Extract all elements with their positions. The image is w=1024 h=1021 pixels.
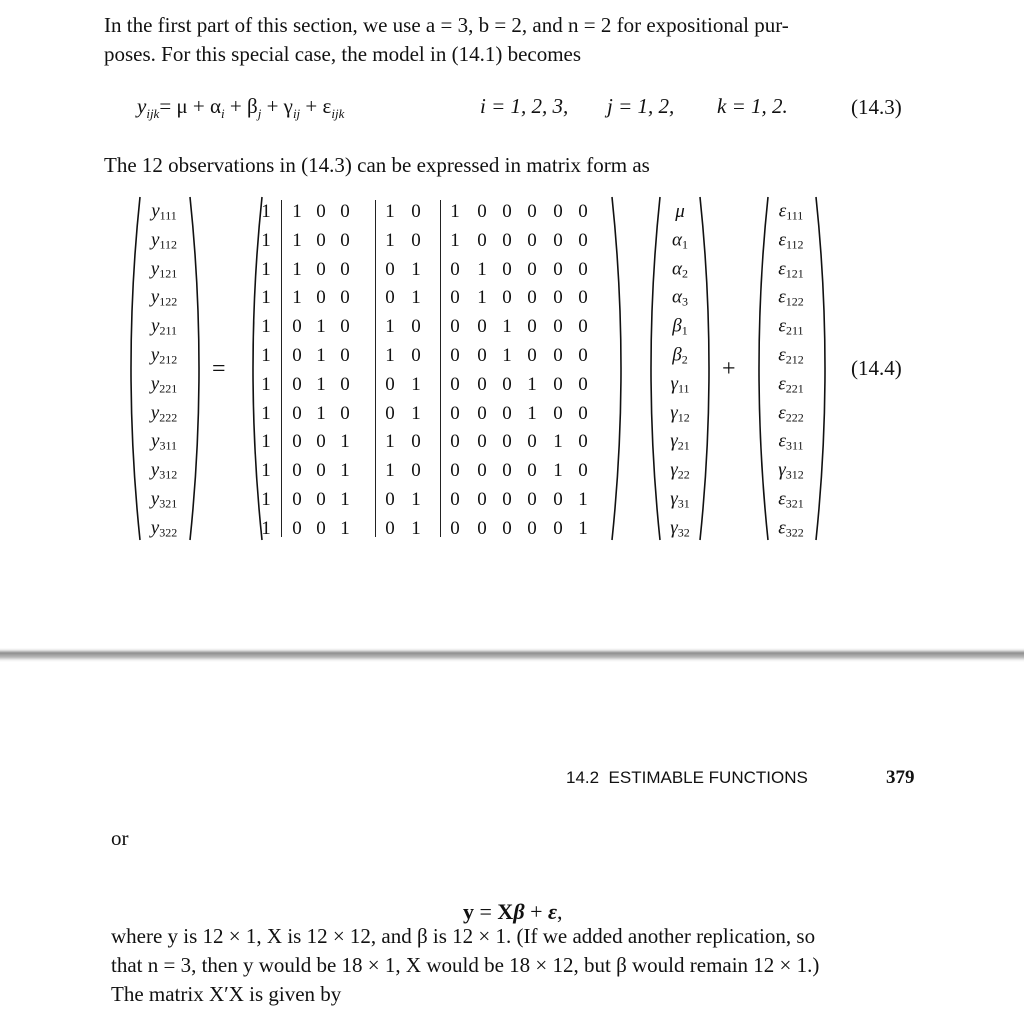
page-number: 379: [886, 767, 915, 788]
range-k: k = 1, 2.: [717, 94, 788, 118]
matrix-cell: 0: [477, 345, 487, 366]
matrix-cell: 0: [578, 258, 588, 280]
parameter-entry: $\gamma_{32}$: [670, 517, 690, 540]
matrix-cell: 1: [261, 287, 271, 309]
equation-number-14-3: (14.3): [851, 95, 902, 119]
matrix-cell: 1: [450, 201, 460, 222]
matrix-cell: 0: [578, 373, 588, 395]
matrix-cell: 0: [578, 287, 588, 309]
matrix-cell: 0: [385, 287, 395, 309]
matrix-cell: 1: [502, 345, 512, 366]
matrix-cell: 0: [340, 402, 350, 424]
matrix-cell: 0: [411, 431, 421, 453]
matrix-cell: 0: [553, 345, 563, 366]
matrix-cell: 0: [527, 229, 537, 251]
matrix-cell: 0: [477, 517, 487, 539]
matrix-cell: 1: [578, 517, 588, 539]
y-entry: $y_{321}$: [150, 488, 178, 511]
equation-number-14-4: (14.4): [851, 356, 902, 380]
parameter-entry: $\gamma_{11}$: [670, 373, 690, 396]
matrix-cell: 0: [527, 517, 537, 539]
matrix-cell: 0: [477, 489, 487, 510]
matrix-cell: 0: [527, 489, 537, 510]
matrix-cell: 1: [261, 373, 271, 395]
matrix-cell: 0: [316, 517, 326, 539]
matrix-cell: 0: [340, 258, 350, 280]
y-entry: $y_{221}$: [150, 373, 178, 396]
matrix-cell: 0: [477, 431, 487, 453]
matrix-cell: 0: [292, 517, 302, 539]
parameter-entry: $\beta_1$: [672, 315, 688, 338]
error-entry: $\varepsilon_{321}$: [778, 488, 804, 511]
matrix-cell: 0: [385, 258, 395, 280]
parameter-entry: $\gamma_{12}$: [670, 402, 690, 425]
matrix-cell: 1: [385, 229, 395, 251]
error-entry: $\varepsilon_{212}$: [778, 344, 804, 367]
matrix-cell: 0: [578, 431, 588, 453]
matrix-cell: 0: [502, 287, 512, 309]
matrix-cell: 1: [411, 258, 421, 280]
matrix-cell: 0: [502, 229, 512, 251]
matrix-cell: 1: [292, 201, 302, 222]
matrix-cell: 0: [450, 345, 460, 366]
compact-equation: y = Xβ + ε,: [463, 899, 563, 924]
matrix-cell: 0: [450, 460, 460, 482]
equation-14-3: $y_{ijk}= \mu + \alpha_i + \beta_j + \gamma_{ij} + \varepsilon_{ijk}$: [137, 94, 345, 122]
matrix-cell: 0: [292, 489, 302, 510]
matrix-cell: 0: [292, 373, 302, 395]
matrix-cell: 0: [316, 229, 326, 251]
error-entry: $\varepsilon_{221}$: [778, 373, 804, 396]
matrix-cell: 0: [450, 489, 460, 510]
y-entry: $y_{322}$: [150, 517, 178, 540]
matrix-cell: 1: [385, 345, 395, 366]
matrix-cell: 0: [292, 431, 302, 453]
intro-line-2: poses. For this special case, the model in (14.1) becomes: [104, 42, 582, 66]
matrix-cell: 0: [527, 316, 537, 338]
matrix-cell: 1: [385, 201, 395, 222]
matrix-cell: 0: [411, 201, 421, 222]
error-entry: $\varepsilon_{122}$: [778, 286, 804, 309]
matrix-cell: 0: [450, 258, 460, 280]
intro-line-1: In the first part of this section, we use a = 3, b = 2, and n = 2 for expositional pur-: [104, 13, 789, 37]
matrix-cell: 0: [450, 373, 460, 395]
matrix-cell: 0: [553, 489, 563, 510]
matrix-cell: 1: [316, 345, 326, 366]
matrix-cell: 0: [450, 431, 460, 453]
matrix-cell: 0: [477, 373, 487, 395]
matrix-cell: 0: [477, 460, 487, 482]
matrix-cell: 0: [527, 258, 537, 280]
matrix-cell: 1: [527, 373, 537, 395]
parameter-entry: $\alpha_1$: [672, 229, 688, 252]
matrix-cell: 1: [261, 460, 271, 482]
matrix-cell: 1: [411, 402, 421, 424]
closing-line-1: where y is 12 × 1, X is 12 × 12, and β is 12 × 1. (If we added another replication, so: [111, 924, 816, 948]
y-entry: $y_{111}$: [151, 200, 177, 223]
matrix-cell: 0: [316, 489, 326, 510]
matrix-cell: 1: [477, 258, 487, 280]
matrix-cell: 0: [527, 287, 537, 309]
matrix-cell: 0: [340, 373, 350, 395]
closing-line-3: The matrix X′X is given by: [111, 982, 342, 1006]
matrix-cell: 0: [450, 287, 460, 309]
matrix-cell: 0: [292, 460, 302, 482]
matrix-cell: 0: [578, 201, 588, 222]
matrix-cell: 1: [261, 258, 271, 280]
matrix-cell: 0: [502, 431, 512, 453]
matrix-cell: 0: [527, 345, 537, 366]
matrix-cell: 0: [411, 460, 421, 482]
matrix-cell: 1: [502, 316, 512, 338]
matrix-cell: 0: [502, 489, 512, 510]
y-entry: $y_{211}$: [151, 315, 177, 338]
matrix-cell: 1: [316, 402, 326, 424]
matrix-cell: 1: [411, 373, 421, 395]
error-entry: $\varepsilon_{222}$: [778, 402, 804, 425]
matrix-cell: 0: [340, 316, 350, 338]
matrix-cell: 1: [340, 489, 350, 510]
matrix-intro: The 12 observations in (14.3) can be expressed in matrix form as: [104, 153, 650, 177]
matrix-cell: 0: [578, 316, 588, 338]
matrix-cell: 0: [477, 316, 487, 338]
matrix-cell: 0: [553, 517, 563, 539]
matrix-cell: 1: [527, 402, 537, 424]
matrix-cell: 0: [502, 402, 512, 424]
matrix-cell: 0: [340, 345, 350, 366]
matrix-cell: 0: [450, 517, 460, 539]
y-entry: $y_{122}$: [150, 286, 178, 309]
matrix-cell: 0: [340, 287, 350, 309]
matrix-cell: 0: [316, 258, 326, 280]
matrix-cell: 1: [411, 517, 421, 539]
parameter-entry: $\alpha_3$: [672, 286, 688, 309]
matrix-cell: 0: [385, 517, 395, 539]
matrix-cell: 1: [477, 287, 487, 309]
matrix-cell: 1: [553, 460, 563, 482]
matrix-cell: 0: [578, 460, 588, 482]
y-entry: $y_{212}$: [150, 344, 178, 367]
error-entry: $\varepsilon_{111}$: [778, 200, 804, 223]
matrix-cell: 0: [553, 402, 563, 424]
matrix-cell: 0: [578, 402, 588, 424]
matrix-cell: 0: [502, 373, 512, 395]
closing-line-2: that n = 3, then y would be 18 × 1, X would be 18 × 12, but β would remain 12 × 1.): [111, 953, 820, 977]
range-i: i = 1, 2, 3,: [480, 94, 569, 118]
matrix-cell: 1: [292, 229, 302, 251]
matrix-cell: 1: [450, 229, 460, 251]
parameter-entry: $\beta_2$: [672, 344, 688, 367]
matrix-cell: 0: [385, 489, 395, 510]
matrix-cell: 1: [261, 201, 271, 222]
parameter-entry: μ: [675, 201, 685, 222]
matrix-cell: 0: [553, 373, 563, 395]
y-entry: $y_{312}$: [150, 459, 178, 482]
y-entry: $y_{222}$: [150, 402, 178, 425]
parameter-entry: $\gamma_{22}$: [670, 459, 690, 482]
plus-sign: +: [722, 356, 736, 382]
error-entry: $\gamma_{312}$: [778, 459, 804, 482]
matrix-cell: 1: [553, 431, 563, 453]
matrix-cell: 0: [527, 201, 537, 222]
matrix-cell: 1: [261, 431, 271, 453]
partition-line-3: [440, 200, 441, 537]
matrix-cell: 0: [450, 316, 460, 338]
matrix-cell: 0: [450, 402, 460, 424]
matrix-cell: 1: [261, 229, 271, 251]
page-divider: [0, 648, 1024, 662]
matrix-cell: 0: [477, 229, 487, 251]
matrix-cell: 1: [261, 402, 271, 424]
matrix-cell: 0: [411, 345, 421, 366]
matrix-cell: 0: [553, 316, 563, 338]
matrix-cell: 1: [316, 316, 326, 338]
parameter-entry: $\gamma_{31}$: [670, 488, 690, 511]
matrix-cell: 0: [340, 201, 350, 222]
matrix-cell: 0: [292, 402, 302, 424]
matrix-cell: 1: [261, 517, 271, 539]
matrix-cell: 0: [316, 460, 326, 482]
matrix-cell: 1: [340, 517, 350, 539]
y-entry: $y_{311}$: [151, 430, 177, 453]
partition-line-2: [375, 200, 376, 537]
matrix-cell: 0: [578, 345, 588, 366]
range-j: j = 1, 2,: [607, 94, 675, 118]
matrix-cell: 0: [553, 201, 563, 222]
y-entry: $y_{121}$: [150, 258, 178, 281]
matrix-cell: 0: [385, 402, 395, 424]
partition-line-1: [281, 200, 282, 537]
closing-paragraph: [111, 922, 931, 1009]
error-entry: $\varepsilon_{112}$: [778, 229, 804, 252]
error-entry: $\varepsilon_{211}$: [778, 315, 804, 338]
matrix-cell: 1: [411, 287, 421, 309]
matrix-cell: 1: [261, 345, 271, 366]
matrix-cell: 1: [385, 460, 395, 482]
error-entry: $\varepsilon_{121}$: [778, 258, 804, 281]
matrix-cell: 1: [292, 258, 302, 280]
matrix-cell: 0: [477, 402, 487, 424]
matrix-cell: 0: [340, 229, 350, 251]
matrix-cell: 0: [385, 373, 395, 395]
matrix-cell: 0: [477, 201, 487, 222]
matrix-cell: 0: [502, 460, 512, 482]
matrix-cell: 1: [316, 373, 326, 395]
matrix-cell: 1: [292, 287, 302, 309]
matrix-cell: 0: [527, 460, 537, 482]
error-entry: $\varepsilon_{322}$: [778, 517, 804, 540]
error-entry: $\varepsilon_{311}$: [778, 430, 804, 453]
running-head-section: 14.2 ESTIMABLE FUNCTIONS: [566, 768, 808, 787]
matrix-cell: 0: [292, 316, 302, 338]
matrix-cell: 1: [340, 431, 350, 453]
matrix-cell: 0: [502, 201, 512, 222]
matrix-cell: 1: [261, 489, 271, 510]
matrix-cell: 1: [578, 489, 588, 510]
matrix-cell: 1: [385, 431, 395, 453]
parameter-entry: $\alpha_2$: [672, 258, 688, 281]
matrix-cell: 0: [553, 287, 563, 309]
matrix-cell: 0: [502, 258, 512, 280]
matrix-cell: 0: [502, 517, 512, 539]
matrix-cell: 1: [411, 489, 421, 510]
matrix-cell: 0: [553, 229, 563, 251]
matrix-cell: 0: [553, 258, 563, 280]
matrix-cell: 0: [578, 229, 588, 251]
matrix-cell: 0: [316, 431, 326, 453]
matrix-cell: 0: [292, 345, 302, 366]
equals-sign: =: [212, 356, 226, 382]
matrix-cell: 0: [411, 229, 421, 251]
matrix-cell: 1: [385, 316, 395, 338]
parameter-entry: $\gamma_{21}$: [670, 430, 690, 453]
matrix-cell: 0: [411, 316, 421, 338]
matrix-cell: 0: [316, 287, 326, 309]
or-word: or: [111, 826, 129, 850]
matrix-cell: 0: [316, 201, 326, 222]
matrix-cell: 1: [340, 460, 350, 482]
y-entry: $y_{112}$: [151, 229, 177, 252]
matrix-cell: 1: [261, 316, 271, 338]
matrix-cell: 0: [527, 431, 537, 453]
